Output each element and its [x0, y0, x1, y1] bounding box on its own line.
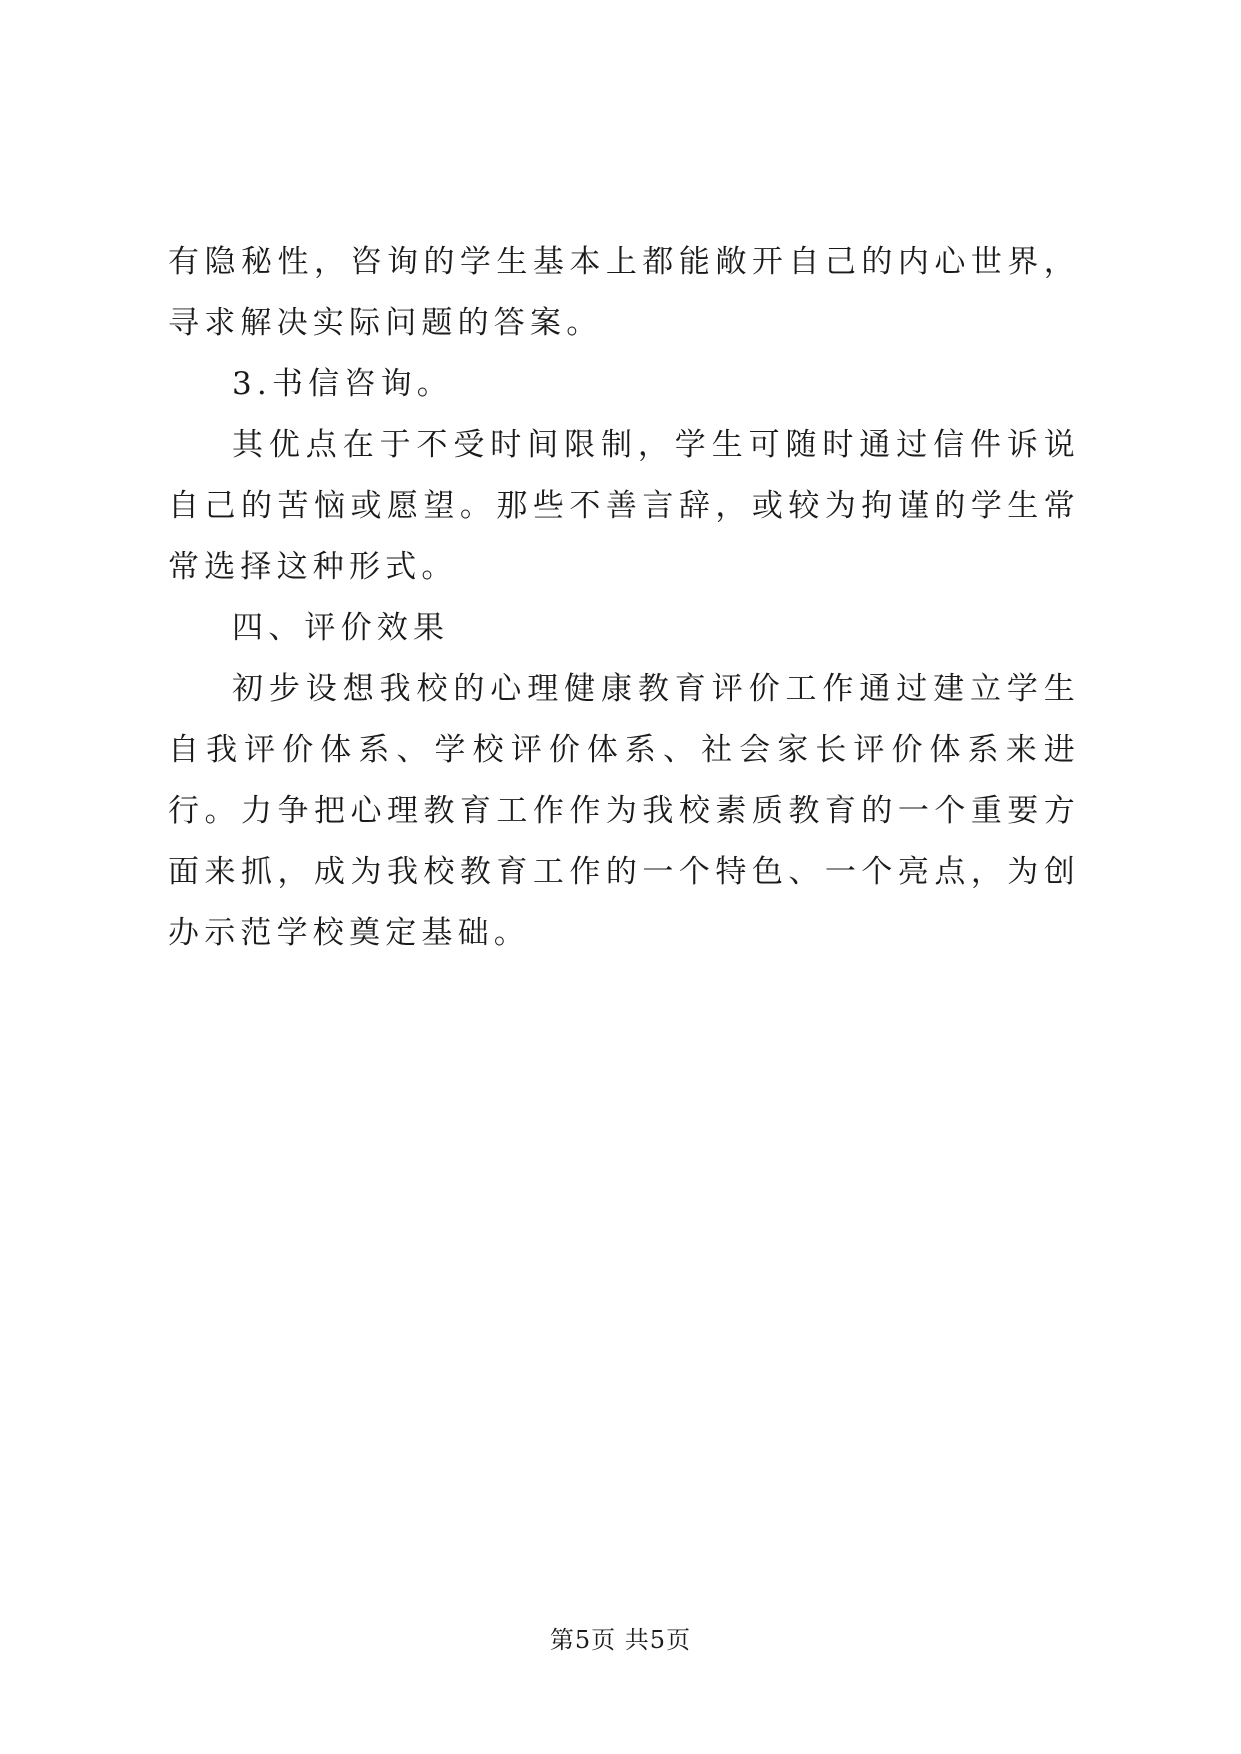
paragraph-continuation: 有隐秘性，咨询的学生基本上都能敞开自己的内心世界，寻求解决实际问题的答案。 [168, 244, 1080, 341]
section-heading-evaluation: 四、评价效果 [232, 610, 450, 646]
document-body [168, 232, 1080, 964]
paragraph-letter-advantages: 其优点在于不受时间限制，学生可随时通过信件诉说自己的苦恼或愿望。那些不善言辞，或较为拘谨的学生常常选择这种形式。 [168, 427, 1080, 585]
subheading-letter-consultation: 3.书信咨询。 [232, 366, 453, 402]
page-number-footer: 第5页 共5页 [549, 1626, 692, 1654]
paragraph-evaluation-plan: 初步设想我校的心理健康教育评价工作通过建立学生自我评价体系、学校评价体系、社会家长评价体系来进行。力争把心理教育工作作为我校素质教育的一个重要方面来抓，成为我校教育工作的一个特色、一个亮点，为创办示范学校奠定基础。 [168, 671, 1080, 951]
